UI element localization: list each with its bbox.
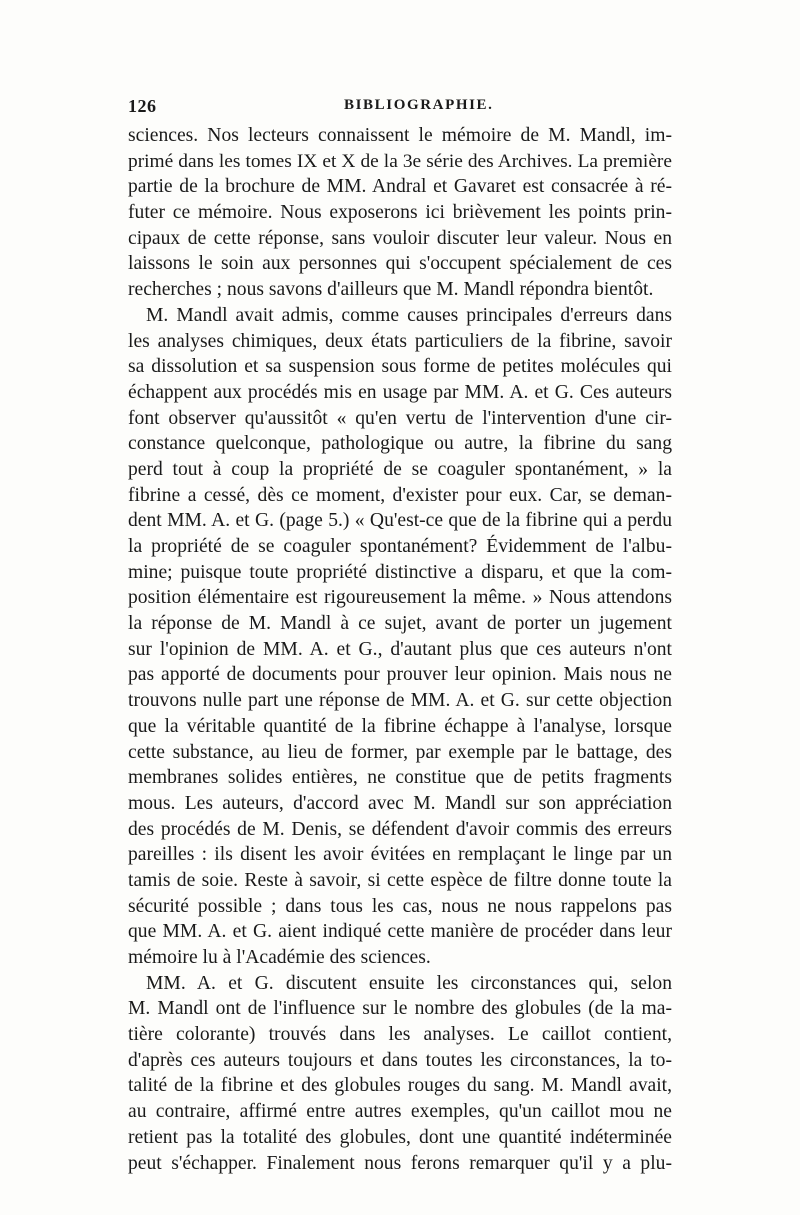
text-line: primé dans les tomes IX et X de la 3e série des Archives. La première	[128, 150, 672, 172]
body-text	[128, 123, 672, 1176]
text-line: que la véritable quantité de la fibrine échappe à l'analyse, lorsque	[128, 715, 672, 737]
running-head	[128, 96, 672, 120]
text-line: cipaux de cette réponse, sans vouloir discuter leur valeur. Nous en	[128, 227, 672, 249]
text-line: position élémentaire est rigoureusement la même. » Nous attendons	[128, 587, 672, 609]
text-line: que MM. A. et G. aient indiqué cette manière de procéder dans leur	[128, 921, 672, 943]
text-line: M. Mandl avait admis, comme causes principales d'erreurs dans	[146, 304, 672, 326]
text-line: partie de la brochure de MM. Andral et Gavaret est consacrée à ré-	[128, 176, 672, 198]
text-line: fibrine a cessé, dès ce moment, d'exister pour eux. Car, se deman-	[128, 484, 672, 506]
text-line: M. Mandl ont de l'influence sur le nombre des globules (de la ma-	[128, 998, 672, 1020]
text-line: sciences. Nos lecteurs connaissent le mémoire de M. Mandl, im-	[128, 125, 672, 146]
text-line: sécurité possible ; dans tous les cas, nous ne nous rappelons pas	[128, 895, 672, 917]
page-number: 126	[128, 96, 157, 116]
text-line: au contraire, affirmé entre autres exemples, qu'un caillot mou ne	[128, 1101, 672, 1123]
text-line: trouvons nulle part une réponse de MM. A. et G. sur cette objection	[128, 690, 672, 712]
text-line: MM. A. et G. discutent ensuite les circonstances qui, selon	[146, 972, 672, 994]
text-line: constance quelconque, pathologique ou autre, la fibrine du sang	[128, 433, 672, 455]
text-line: dent MM. A. et G. (page 5.) « Qu'est-ce que de la fibrine qui a perdu	[128, 510, 672, 532]
text-line: échappent aux procédés mis en usage par MM. A. et G. Ces auteurs	[128, 381, 672, 403]
text-line: des procédés de M. Denis, se défendent d'avoir commis des erreurs	[128, 818, 672, 840]
text-line: les analyses chimiques, deux états particuliers de la fibrine, savoir	[128, 330, 672, 352]
text-line: sa dissolution et sa suspension sous forme de petites molécules qui	[128, 356, 672, 378]
text-line: cette substance, au lieu de former, par exemple par le battage, des	[128, 741, 672, 763]
text-line: mous. Les auteurs, d'accord avec M. Mandl sur son appréciation	[128, 792, 672, 814]
text-line: membranes solides entières, ne constitue que de petits fragments	[128, 767, 672, 789]
text-line: tière colorante) trouvés dans les analyses. Le caillot contient,	[128, 1024, 672, 1046]
text-line: recherches ; nous savons d'ailleurs que M. Mandl répondra bientôt.	[128, 279, 654, 301]
text-line: pas apporté de documents pour prouver leur opinion. Mais nous ne	[128, 664, 672, 686]
text-line: retient pas la totalité des globules, dont une quantité indéterminée	[128, 1126, 672, 1148]
text-line: tamis de soie. Reste à savoir, si cette espèce de filtre donne toute la	[128, 869, 672, 891]
text-line: mémoire lu à l'Académie des sciences.	[128, 947, 431, 968]
text-line: pareilles : ils disent les avoir évitées en remplaçant le linge par un	[128, 844, 672, 866]
text-line: perd tout à coup la propriété de se coaguler spontanément, » la	[128, 458, 672, 480]
text-line: futer ce mémoire. Nous exposerons ici brièvement les points prin-	[128, 202, 672, 224]
text-line: la propriété de se coaguler spontanément? Évidemment de l'albu-	[128, 536, 672, 557]
text-line: laissons le soin aux personnes qui s'occupent spécialement de ces	[128, 253, 672, 275]
text-line: peut s'échapper. Finalement nous ferons remarquer qu'il y a plu-	[128, 1152, 672, 1174]
text-line: font observer qu'aussitôt « qu'en vertu de l'intervention d'une cir-	[128, 407, 672, 429]
section-title: BIBLIOGRAPHIE.	[344, 97, 494, 113]
text-line: la réponse de M. Mandl à ce sujet, avant de porter un jugement	[128, 613, 672, 635]
text-line: mine; puisque toute propriété distinctive a disparu, et que la com-	[128, 561, 672, 583]
text-line: talité de la fibrine et des globules rouges du sang. M. Mandl avait,	[128, 1075, 672, 1097]
text-line: sur l'opinion de MM. A. et G., d'autant plus que ces auteurs n'ont	[128, 638, 672, 660]
text-line: d'après ces auteurs toujours et dans toutes les circonstances, la to-	[128, 1049, 672, 1071]
